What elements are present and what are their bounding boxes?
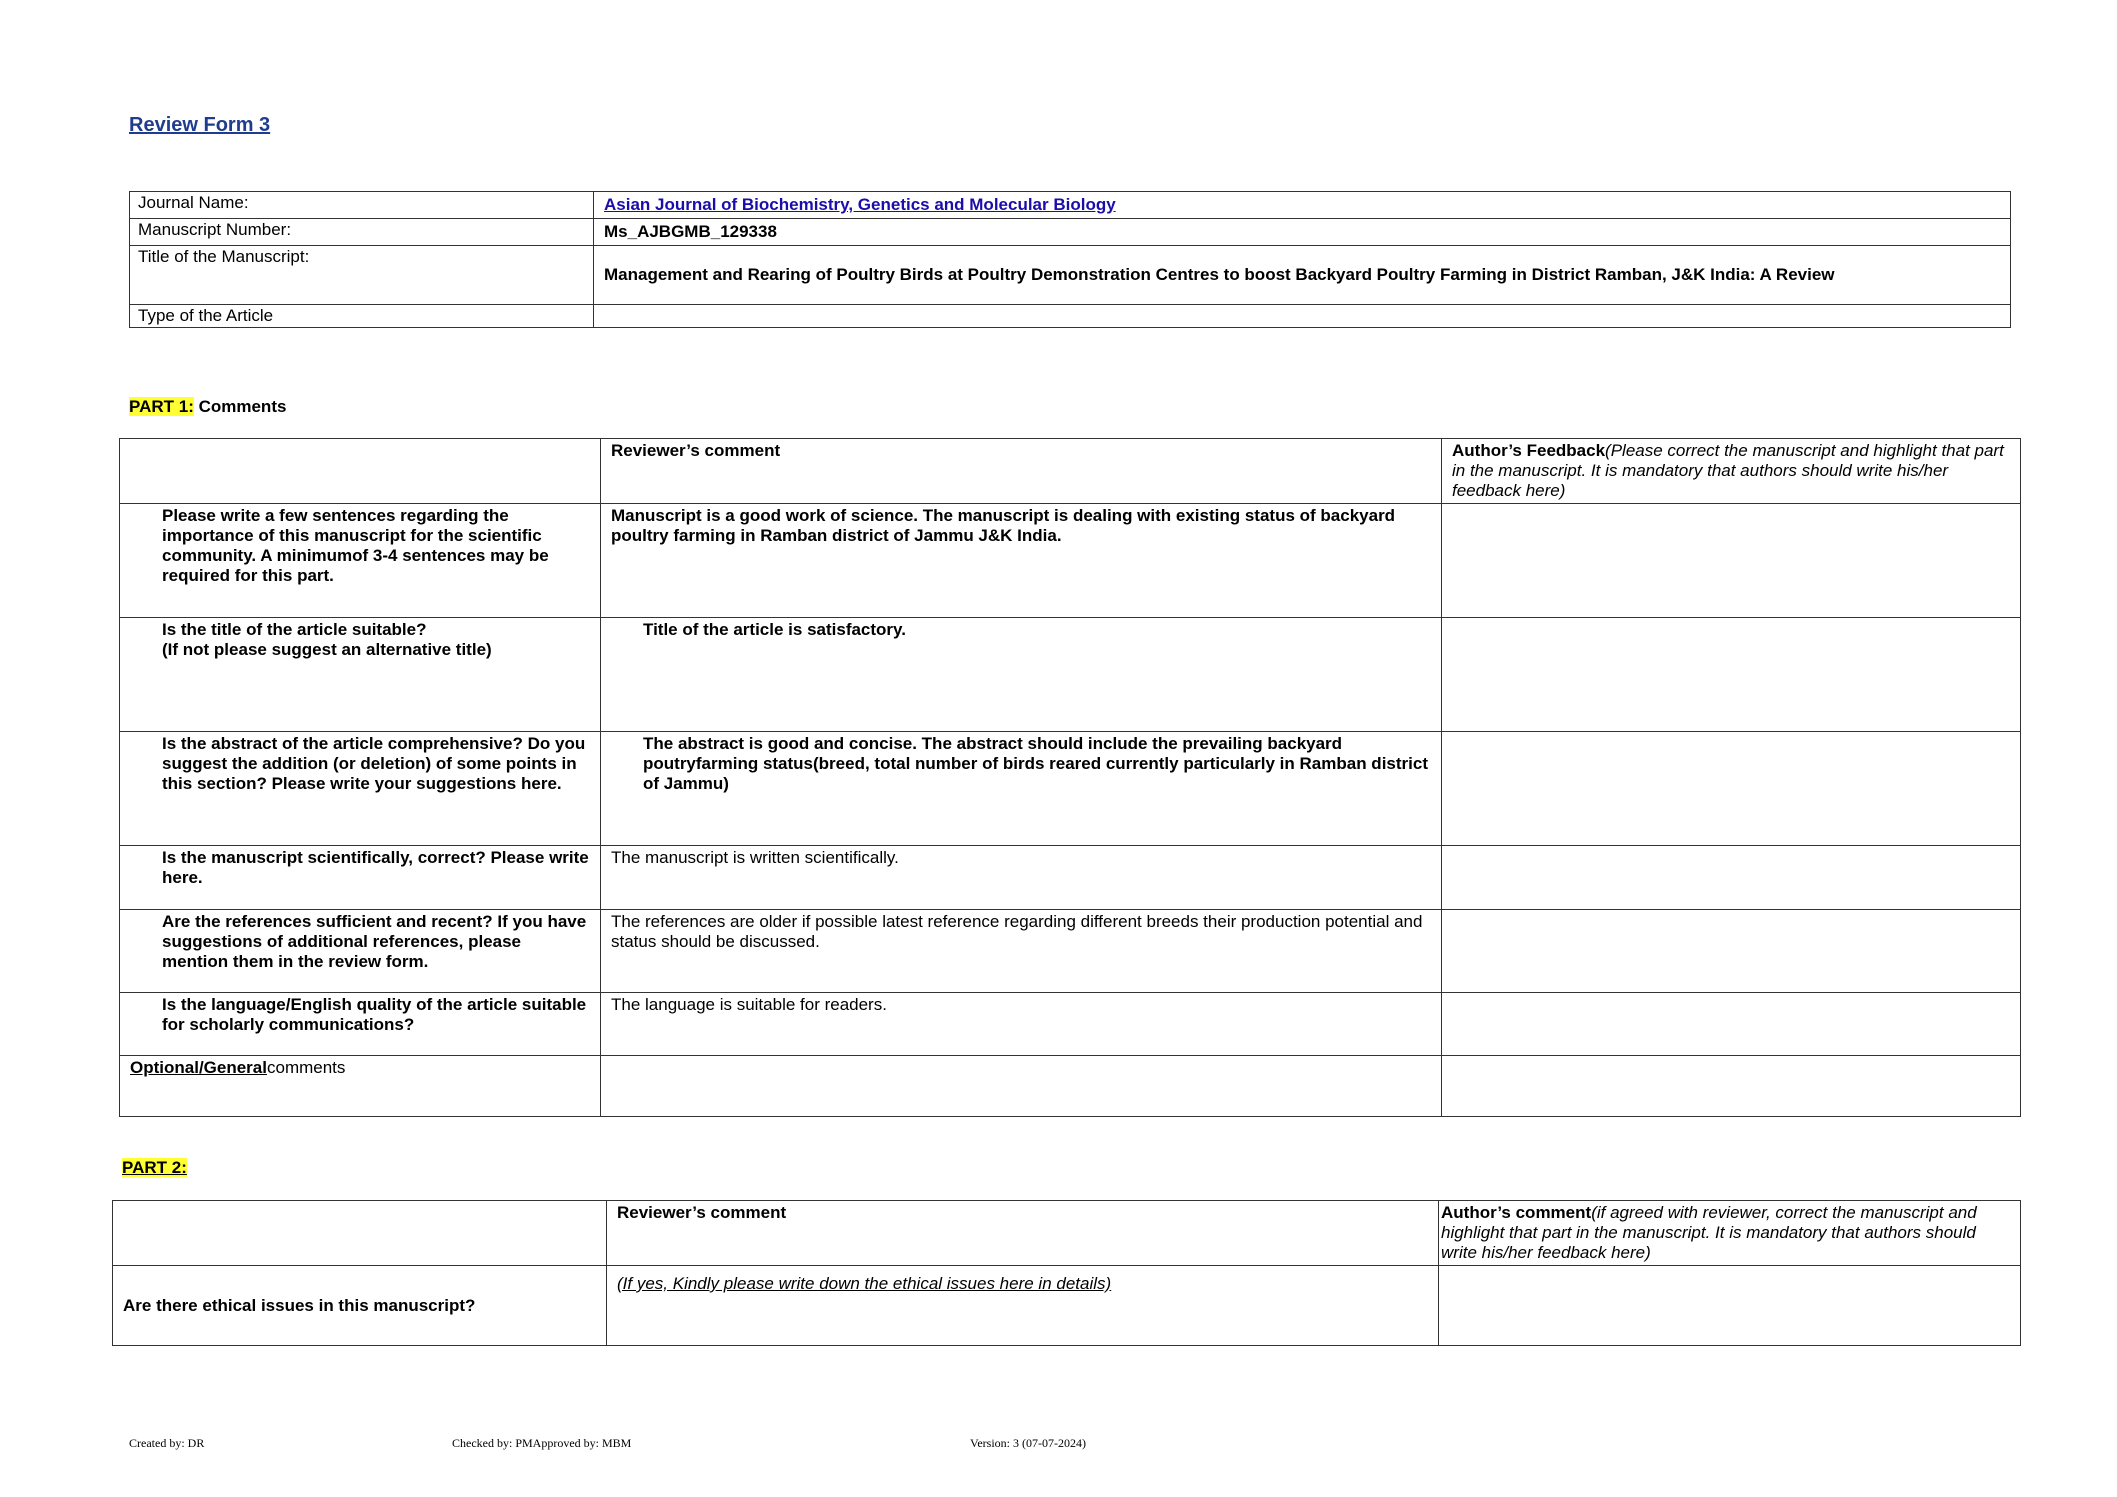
comment-language: The language is suitable for readers. [601,993,1442,1056]
optional-comments-label [120,1056,601,1117]
table-row [113,1266,2021,1346]
question-title-line2: (If not please suggest an alternative title) [162,640,492,659]
part2-header-author-title: Author’s comment [1441,1203,1592,1222]
part1-header-blank [120,439,601,504]
table-row [120,910,2021,993]
question-references: Are the references sufficient and recent? If you have suggestions of additional references, please mention them in the review form. [120,910,601,993]
question-importance: Please write a few sentences regarding the importance of this manuscript for the scientific community. A minimumof 3-4 sentences may be required for this part. [120,504,601,618]
comment-ethical-text: (If yes, Kindly please write down the ethical issues here in details) [617,1274,1112,1293]
table-row [120,504,2021,618]
optional-comments-prefix: Optional/General [130,1058,267,1077]
type-label: Type of the Article [130,305,594,328]
part1-label-suffix: Comments [193,397,287,416]
feedback-scientific[interactable] [1442,846,2021,910]
manuscript-number-value: Ms_AJBGMB_129338 [594,219,2011,246]
part2-label: PART 2: [122,1158,187,1177]
journal-link[interactable]: Asian Journal of Biochemistry, Genetics and Molecular Biology [604,195,1116,214]
footer-checked: Checked by: PMApproved by: MBM [452,1436,632,1450]
part2-table [112,1200,2021,1346]
comment-importance: Manuscript is a good work of science. The manuscript is dealing with existing status of backyard poultry farming in Ramban district of Jammu J&K India. [601,504,1442,618]
feedback-language[interactable] [1442,993,2021,1056]
title-label: Title of the Manuscript: [130,246,594,305]
optional-comments-author[interactable] [1442,1056,2021,1117]
title-row [130,246,2011,305]
feedback-importance[interactable] [1442,504,2021,618]
manuscript-info-table [129,191,2011,328]
table-row [120,618,2021,732]
part1-header-row [120,439,2021,504]
optional-comments-suffix: comments [266,1058,346,1077]
journal-label: Journal Name: [130,192,594,219]
type-row [130,305,2011,328]
footer-created: Created by: DR [129,1436,205,1450]
comment-references: The references are older if possible latest reference regarding different breeds their production potential and status should be discussed. [601,910,1442,993]
question-title [120,618,601,732]
table-row [120,1056,2021,1117]
table-row [120,732,2021,846]
comment-ethical [607,1266,1439,1346]
form-title: Review Form 3 [129,114,271,136]
journal-row [130,192,2011,219]
comment-title: Title of the article is satisfactory. [601,618,1442,732]
optional-comments-reviewer[interactable] [601,1056,1442,1117]
part1-header-author-title: Author’s Feedback [1452,441,1606,460]
feedback-abstract[interactable] [1442,732,2021,846]
part2-heading [122,1158,187,1178]
question-language: Is the language/English quality of the article suitable for scholarly communications? [120,993,601,1056]
part1-heading [129,397,286,417]
question-abstract: Is the abstract of the article comprehensive? Do you suggest the addition (or deletion) of some points in this section? Please write your suggestions here. [120,732,601,846]
part2-header-author [1439,1201,2021,1266]
part2-header-author-note: (if agreed with reviewer, correct the manuscript and highlight that part in the manuscript. It is mandatory that authors should write his/her feedback here) [1441,1203,1977,1262]
part2-header-row [113,1201,2021,1266]
footer-version: Version: 3 (07-07-2024) [970,1436,1086,1450]
part1-table [119,438,2021,1117]
manuscript-number-label: Manuscript Number: [130,219,594,246]
part1-header-author-note: (Please correct the manuscript and highlight that part in the manuscript. It is mandatory that authors should write his/her feedback here) [1452,441,2004,500]
feedback-references[interactable] [1442,910,2021,993]
type-value[interactable] [594,305,2011,328]
part1-header-reviewer: Reviewer’s comment [601,439,1442,504]
question-scientific: Is the manuscript scientifically, correct? Please write here. [120,846,601,910]
feedback-title[interactable] [1442,618,2021,732]
part2-header-blank [113,1201,607,1266]
comment-scientific: The manuscript is written scientifically. [601,846,1442,910]
comment-abstract: The abstract is good and concise. The abstract should include the prevailing backyard poutryfarming status(breed, total number of birds reared currently particularly in Ramban district of Jammu) [601,732,1442,846]
manuscript-number-row [130,219,2011,246]
part1-header-author [1442,439,2021,504]
question-title-line1: Is the title of the article suitable? [162,620,427,639]
feedback-ethical[interactable] [1439,1266,2021,1346]
table-row [120,846,2021,910]
part1-label: PART 1: [129,397,194,416]
part2-header-reviewer: Reviewer’s comment [607,1201,1439,1266]
table-row [120,993,2021,1056]
title-value: Management and Rearing of Poultry Birds at Poultry Demonstration Centres to boost Backyard Poultry Farming in District Ramban, J&K India: A Review [594,246,2011,305]
question-ethical: Are there ethical issues in this manuscript? [113,1266,607,1346]
